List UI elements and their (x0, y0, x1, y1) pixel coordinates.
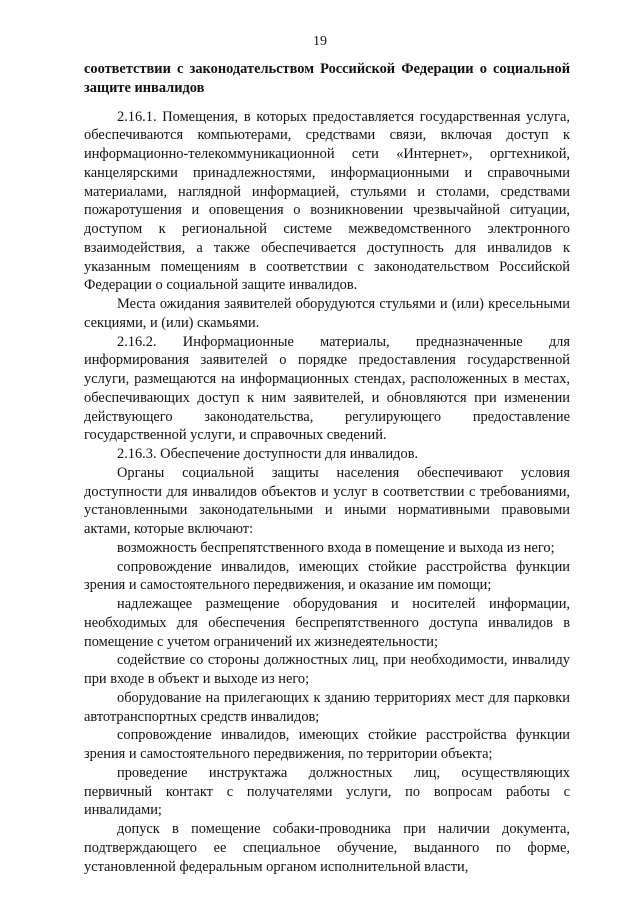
document-body (84, 60, 570, 876)
list-item: проведение инструктажа должностных лиц, осуществляющих первичный контакт с получателями услуги, по вопросам работы с инвалидами; (84, 764, 570, 819)
list-item: допуск в помещение собаки-проводника при наличии документа, подтверждающего ее специальное обучение, выданного по форме, установленной федеральным органом исполнительной власти, (84, 821, 570, 875)
list-item: содействие со стороны должностных лиц, при необходимости, инвалиду при входе в объект и выходе из него; (84, 652, 570, 687)
list-item: сопровождение инвалидов, имеющих стойкие расстройства функции зрения и самостоятельного передвижения, по территории объекта; (84, 727, 570, 762)
paragraph-social-protection: Органы социальной защиты населения обеспечивают условия доступности для инвалидов объектов и услуг в соответствии с требованиями, установленными законодательными и иными нормативными правовыми актами, которые включают: (84, 464, 570, 537)
paragraph-2-16-1: 2.16.1. Помещения, в которых предоставляется государственная услуга, обеспечиваются компьютерами, средствами связи, включая доступ к информационно-телекоммуникационной сети «Интернет», оргтехникой, канцелярскими принадлежностями, информационными и справочными материалами, наглядной информацией, стульями и столами, средствами пожаротушения и оповещения о возникновении чрезвычайной ситуации, доступом к региональной системе межведомственного электронного взаимодействия, а также обеспечивается доступность для инвалидов к указанным помещениям в соответствии с законодательством Российской Федерации о социальной защите инвалидов. (84, 108, 570, 294)
heading-continuation: соответствии с законодательством Российской Федерации о социальной защите инвалидов (84, 61, 570, 96)
list-item: возможность беспрепятственного входа в помещение и выхода из него; (117, 539, 555, 556)
list-item: надлежащее размещение оборудования и носителей информации, необходимых для обеспечения беспрепятственного доступа инвалидов в помещение с учетом ограничений их жизнедеятельности; (84, 596, 570, 650)
paragraph-2-16-3: 2.16.3. Обеспечение доступности для инвалидов. (117, 446, 419, 462)
spacer (84, 98, 570, 108)
paragraph-waiting-areas: Места ожидания заявителей оборудуются стульями и (или) кресельными секциями, и (или) скамьями. (84, 296, 570, 331)
paragraph-2-16-2: 2.16.2. Информационные материалы, предназначенные для информирования заявителей о порядке предоставления государственной услуги, размещаются на информационных стендах, расположенных в местах, обеспечивающих доступ к ним заявителей, и обновляются при изменении действующего законодательства, регулирующего предоставление государственной услуги, и справочных сведений. (84, 333, 570, 444)
list-item: оборудование на прилегающих к зданию территориях мест для парковки автотранспортных средств инвалидов; (84, 689, 570, 725)
page-number: 19 (313, 34, 327, 49)
list-item: сопровождение инвалидов, имеющих стойкие расстройства функции зрения и самостоятельного передвижения, и оказание им помощи; (84, 558, 570, 594)
